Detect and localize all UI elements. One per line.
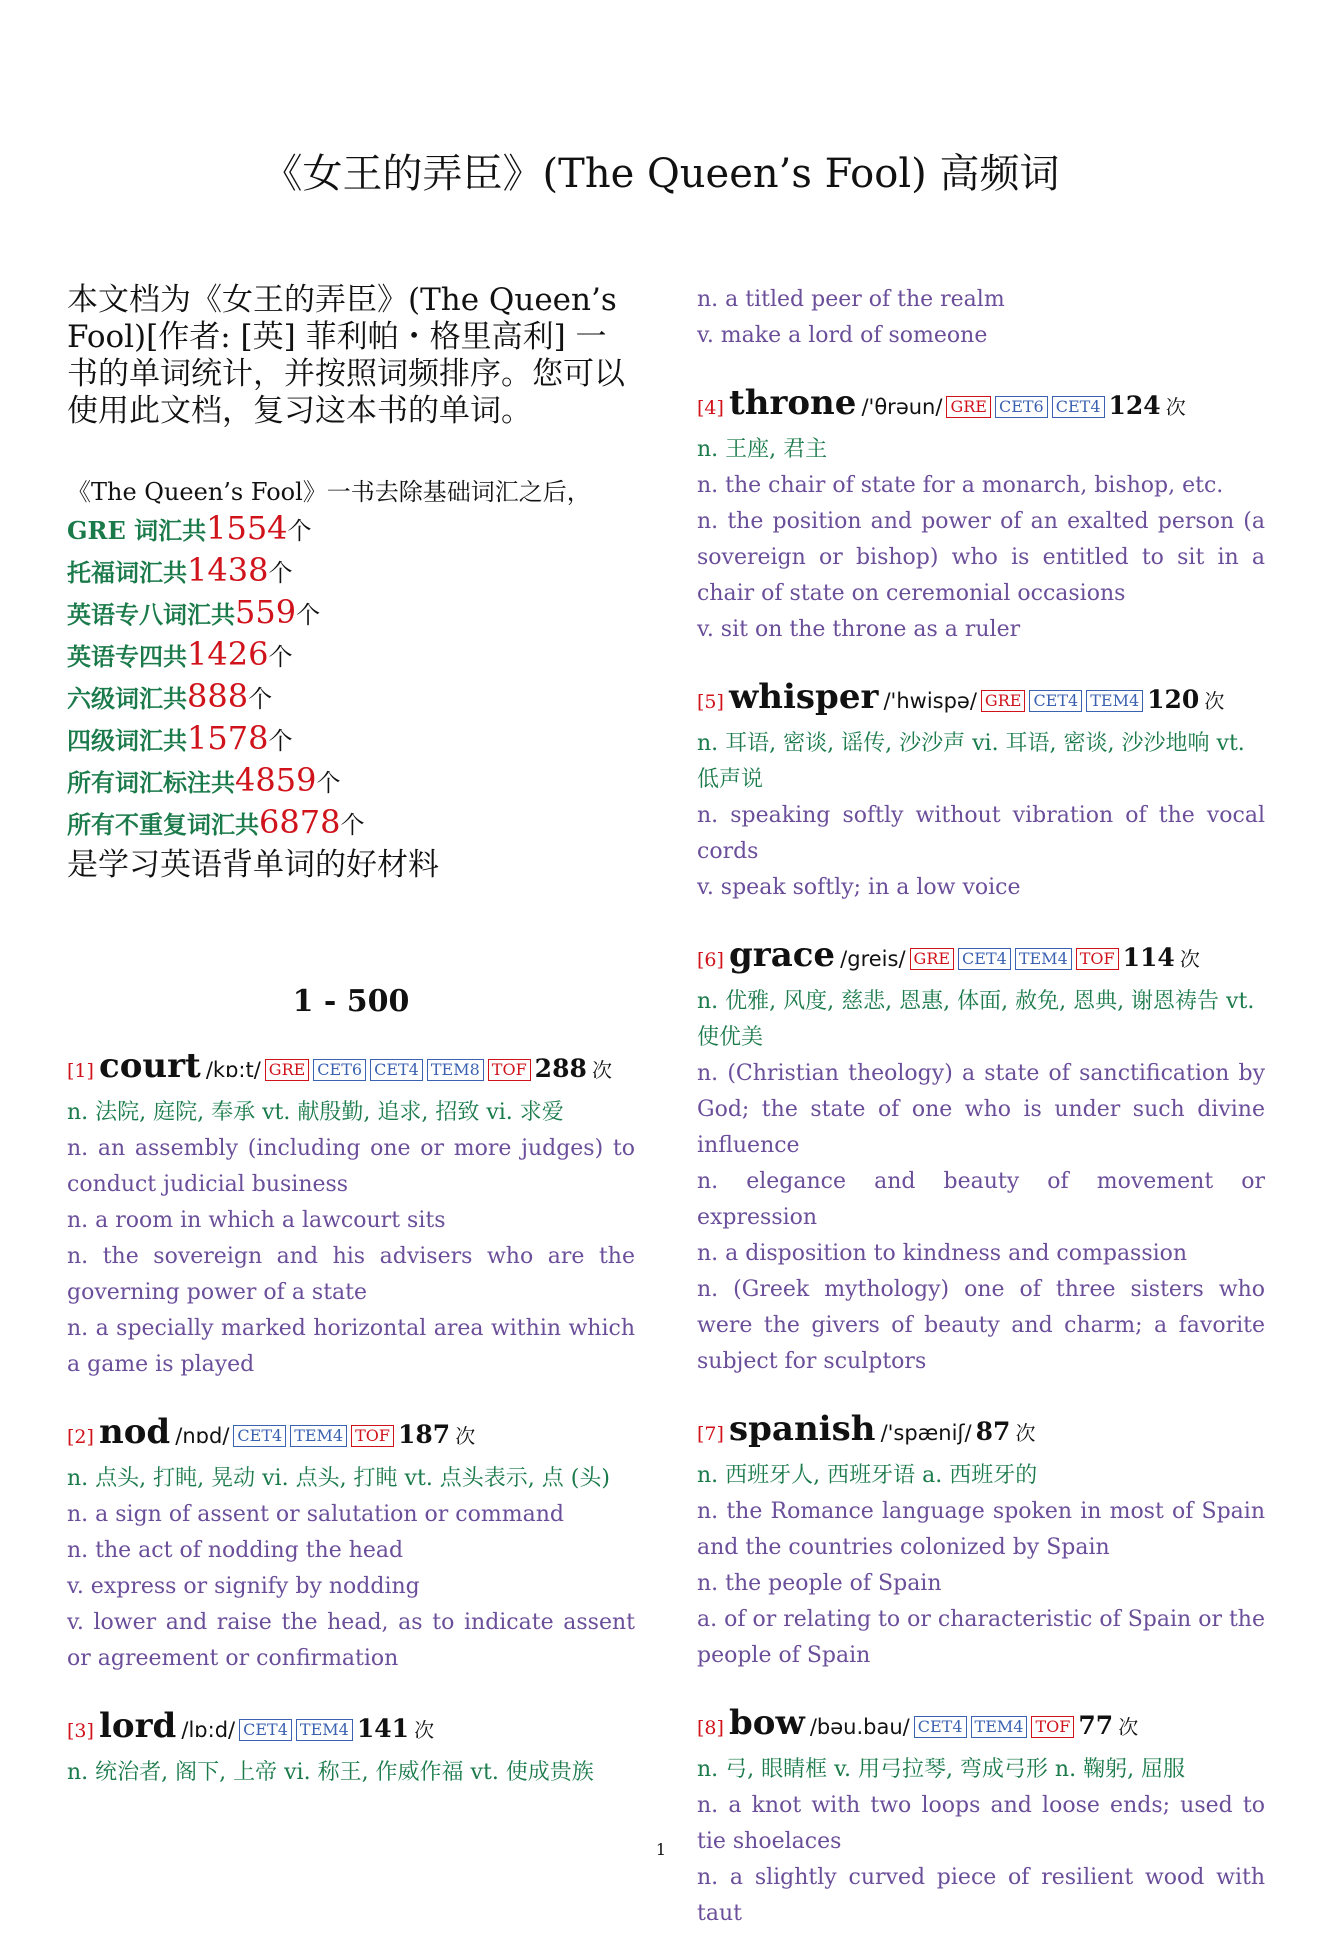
entry-definition: n. the act of nodding the head — [67, 1538, 404, 1563]
stat-unit: 个 — [268, 727, 293, 755]
entry-index: [5] — [697, 691, 724, 713]
exam-tag: TOF — [1076, 948, 1119, 970]
entry-frequency: 141 — [356, 1714, 410, 1743]
entry-frequency: 288 — [534, 1054, 587, 1083]
entry-chinese-meaning: n. 优雅, 风度, 慈悲, 恩惠, 体面, 赦免, 恩典, 谢恩祷告 vt. 使优美 — [697, 989, 1255, 1050]
entries-right — [697, 282, 1265, 1932]
word-entry — [67, 1409, 635, 1677]
entry-phonetic: /'θrəun/ — [861, 395, 943, 419]
exam-tag: TOF — [351, 1425, 394, 1447]
entry-head — [697, 380, 1265, 432]
stat-unit: 个 — [248, 685, 273, 713]
stat-count: 1426 — [187, 635, 269, 673]
entry-chinese-meaning: n. 耳语, 密谈, 谣传, 沙沙声 vi. 耳语, 密谈, 沙沙地响 vt. 低声说 — [697, 731, 1245, 792]
exam-tag: CET6 — [995, 396, 1048, 418]
frequency-unit: 次 — [1179, 947, 1200, 971]
exam-tag: GRE — [910, 948, 955, 970]
exam-tag: TEM8 — [427, 1059, 484, 1081]
entry-frequency: 77 — [1078, 1711, 1114, 1740]
stat-count: 1438 — [187, 551, 269, 589]
entry-frequency: 87 — [975, 1417, 1011, 1446]
stat-line — [67, 678, 635, 720]
entry-index: [8] — [697, 1717, 724, 1739]
entry-definition: n. the position and power of an exalted person (a sovereign or bishop) who is entitled to sit in a chair of state on ceremonial occasions — [697, 509, 1265, 606]
entry-chinese-meaning: n. 弓, 眼睛框 v. 用弓拉琴, 弯成弓形 n. 鞠躬, 屈服 — [697, 1757, 1186, 1782]
exam-tag: TEM4 — [1015, 948, 1072, 970]
entry-definition: n. a knot with two loops and loose ends; used to tie shoelaces — [697, 1793, 1265, 1854]
exam-tag: TOF — [1031, 1716, 1074, 1738]
frequency-unit: 次 — [1165, 395, 1186, 419]
entry-index: [3] — [67, 1720, 94, 1742]
word-entry — [697, 282, 1265, 354]
stat-label: 英语专四共 — [67, 642, 187, 671]
stat-label: 托福词汇共 — [67, 558, 187, 587]
frequency-unit: 次 — [1118, 1715, 1139, 1739]
stats-tail: 是学习英语背单词的好材料 — [67, 847, 439, 883]
entry-definition: n. the people of Spain — [697, 1571, 942, 1596]
entry-definition: n. the sovereign and his advisers who are the governing power of a state — [67, 1244, 635, 1305]
word-entry — [697, 1406, 1265, 1674]
exam-tag: CET6 — [313, 1059, 366, 1081]
entry-phonetic: /'hwispə/ — [883, 689, 977, 713]
intro-text: 本文档为《女王的弄臣》(The Queen’s Fool)[作者: [英] 菲利帕・格里高利] 一书的单词统计，并按照词频排序。您可以使用此文档，复习这本书的单词。 — [67, 282, 625, 429]
entry-definition: n. speaking softly without vibration of the vocal cords — [697, 803, 1265, 864]
exam-tag: TEM4 — [971, 1716, 1028, 1738]
entry-chinese-meaning: n. 西班牙人, 西班牙语 a. 西班牙的 — [697, 1463, 1038, 1488]
word-entry — [67, 1703, 635, 1791]
entry-word: whisper — [729, 677, 879, 717]
word-entry — [67, 1043, 635, 1383]
entry-definition: v. speak softly; in a low voice — [697, 875, 1021, 900]
entry-definition: a. of or relating to or characteristic of Spain or the people of Spain — [697, 1607, 1265, 1668]
entry-head — [697, 1700, 1265, 1752]
entry-head — [697, 674, 1265, 726]
entry-definition: n. a disposition to kindness and compassion — [697, 1241, 1188, 1266]
exam-tag: TEM4 — [290, 1425, 347, 1447]
entry-head — [697, 1406, 1265, 1458]
entry-chinese-meaning: n. 点头, 打盹, 晃动 vi. 点头, 打盹 vt. 点头表示, 点 (头) — [67, 1466, 610, 1491]
exam-tag: GRE — [981, 690, 1026, 712]
entry-index: [2] — [67, 1426, 94, 1448]
stats-head: 《The Queen’s Fool》一书去除基础词汇之后， — [67, 478, 591, 506]
page-number: 1 — [655, 1840, 667, 1859]
entry-word: lord — [99, 1706, 177, 1746]
entry-word: grace — [729, 935, 836, 975]
stat-count: 6878 — [259, 803, 341, 841]
entries-left — [67, 1043, 635, 1791]
page-title: 《女王的弄臣》(The Queen’s Fool) 高频词 — [262, 151, 1060, 197]
left-column — [67, 282, 635, 1817]
word-entry — [697, 674, 1265, 906]
entry-word: throne — [729, 383, 857, 423]
entry-definition: n. the chair of state for a monarch, bishop, etc. — [697, 473, 1224, 498]
stat-count: 1578 — [187, 719, 269, 757]
stat-line — [67, 594, 635, 636]
exam-tag: CET4 — [1029, 690, 1082, 712]
entry-word: spanish — [729, 1409, 876, 1449]
entry-definition: v. make a lord of someone — [697, 323, 988, 348]
entry-definition: v. express or signify by nodding — [67, 1574, 420, 1599]
entry-definition: n. (Christian theology) a state of sanctification by God; the state of one who is under such divine influence — [697, 1061, 1265, 1158]
exam-tag: TEM4 — [1086, 690, 1143, 712]
entry-frequency: 120 — [1147, 685, 1200, 714]
entry-frequency: 124 — [1108, 391, 1161, 420]
frequency-unit: 次 — [1015, 1421, 1036, 1445]
entry-head — [67, 1703, 635, 1755]
stat-line — [67, 720, 635, 762]
entry-chinese-meaning: n. 统治者, 阁下, 上帝 vi. 称王, 作威作福 vt. 使成贵族 — [67, 1760, 594, 1785]
entry-chinese-meaning: n. 王座, 君主 — [697, 437, 828, 462]
stat-line — [67, 804, 635, 846]
exam-tag: CET4 — [370, 1059, 423, 1081]
entry-chinese-meaning: n. 法院, 庭院, 奉承 vt. 献殷勤, 追求, 招致 vi. 求爱 — [67, 1100, 564, 1125]
stat-line — [67, 762, 635, 804]
stat-label: 所有不重复词汇共 — [67, 810, 259, 839]
entry-word: nod — [99, 1412, 171, 1452]
entry-index: [7] — [697, 1423, 724, 1445]
entry-definition: n. a specially marked horizontal area within which a game is played — [67, 1316, 635, 1377]
entry-definition: n. the Romance language spoken in most of Spain and the countries colonized by Spain — [697, 1499, 1265, 1560]
entry-definition: v. lower and raise the head, as to indicate assent or agreement or confirmation — [67, 1610, 635, 1671]
stat-unit: 个 — [340, 811, 365, 839]
stat-unit: 个 — [287, 517, 312, 545]
entry-frequency: 187 — [398, 1420, 451, 1449]
entry-phonetic: /nɒd/ — [175, 1424, 230, 1448]
word-entry — [697, 380, 1265, 648]
stat-line — [67, 552, 635, 594]
entry-definition: n. a slightly curved piece of resilient wood with taut — [697, 1865, 1265, 1926]
exam-tag: GRE — [265, 1059, 310, 1081]
stat-unit: 个 — [296, 601, 321, 629]
range-heading: 1 - 500 — [292, 984, 410, 1019]
entry-definition: n. elegance and beauty of movement or expression — [697, 1169, 1265, 1230]
entry-index: [6] — [697, 949, 724, 971]
stat-label: 六级词汇共 — [67, 684, 187, 713]
exam-tag: CET4 — [239, 1719, 292, 1741]
entry-definition: n. a titled peer of the realm — [697, 287, 1005, 312]
exam-tag: CET4 — [233, 1425, 286, 1447]
entry-word: court — [99, 1046, 201, 1086]
stat-label: GRE 词汇共 — [67, 516, 207, 545]
exam-tag: TOF — [488, 1059, 531, 1081]
entry-frequency: 114 — [1122, 943, 1175, 972]
exam-tag: CET4 — [1052, 396, 1105, 418]
entry-phonetic: /lɒ:d/ — [181, 1718, 236, 1742]
entry-phonetic: /kɒ:t/ — [205, 1058, 261, 1082]
entry-word: bow — [729, 1703, 805, 1743]
entry-definition: n. a room in which a lawcourt sits — [67, 1208, 446, 1233]
entry-head — [697, 932, 1265, 984]
entry-definition: v. sit on the throne as a ruler — [697, 617, 1021, 642]
frequency-unit: 次 — [591, 1058, 612, 1082]
stat-line — [67, 510, 635, 552]
word-entry — [697, 1700, 1265, 1932]
entry-phonetic: /bəu.bau/ — [809, 1715, 910, 1739]
entry-definition: n. (Greek mythology) one of three sisters who were the givers of beauty and charm; a favorite subject for sculptors — [697, 1277, 1265, 1374]
entry-definition: n. an assembly (including one or more judges) to conduct judicial business — [67, 1136, 635, 1197]
stat-unit: 个 — [268, 643, 293, 671]
stat-label: 所有词汇标注共 — [67, 768, 235, 797]
stat-unit: 个 — [268, 559, 293, 587]
entry-phonetic: /'spæniʃ/ — [880, 1421, 972, 1445]
word-entry — [697, 932, 1265, 1380]
entry-phonetic: /greis/ — [840, 947, 906, 971]
frequency-unit: 次 — [1204, 689, 1225, 713]
right-column — [697, 282, 1265, 1958]
stat-unit: 个 — [316, 769, 341, 797]
entry-head — [67, 1409, 635, 1461]
stat-count: 888 — [187, 677, 249, 715]
entry-index: [1] — [67, 1060, 94, 1082]
stat-label: 四级词汇共 — [67, 726, 187, 755]
stat-count: 4859 — [235, 761, 317, 799]
exam-tag: TEM4 — [296, 1719, 353, 1741]
exam-tag: CET4 — [914, 1716, 967, 1738]
entry-definition: n. a sign of assent or salutation or command — [67, 1502, 564, 1527]
stat-label: 英语专八词汇共 — [67, 600, 235, 629]
entry-index: [4] — [697, 397, 724, 419]
stat-count: 1554 — [206, 509, 288, 547]
frequency-unit: 次 — [414, 1718, 435, 1742]
stat-count: 559 — [235, 593, 297, 631]
exam-tag: GRE — [946, 396, 991, 418]
stats-list — [67, 510, 635, 846]
entry-head — [67, 1043, 635, 1095]
exam-tag: CET4 — [958, 948, 1011, 970]
frequency-unit: 次 — [455, 1424, 476, 1448]
stat-line — [67, 636, 635, 678]
